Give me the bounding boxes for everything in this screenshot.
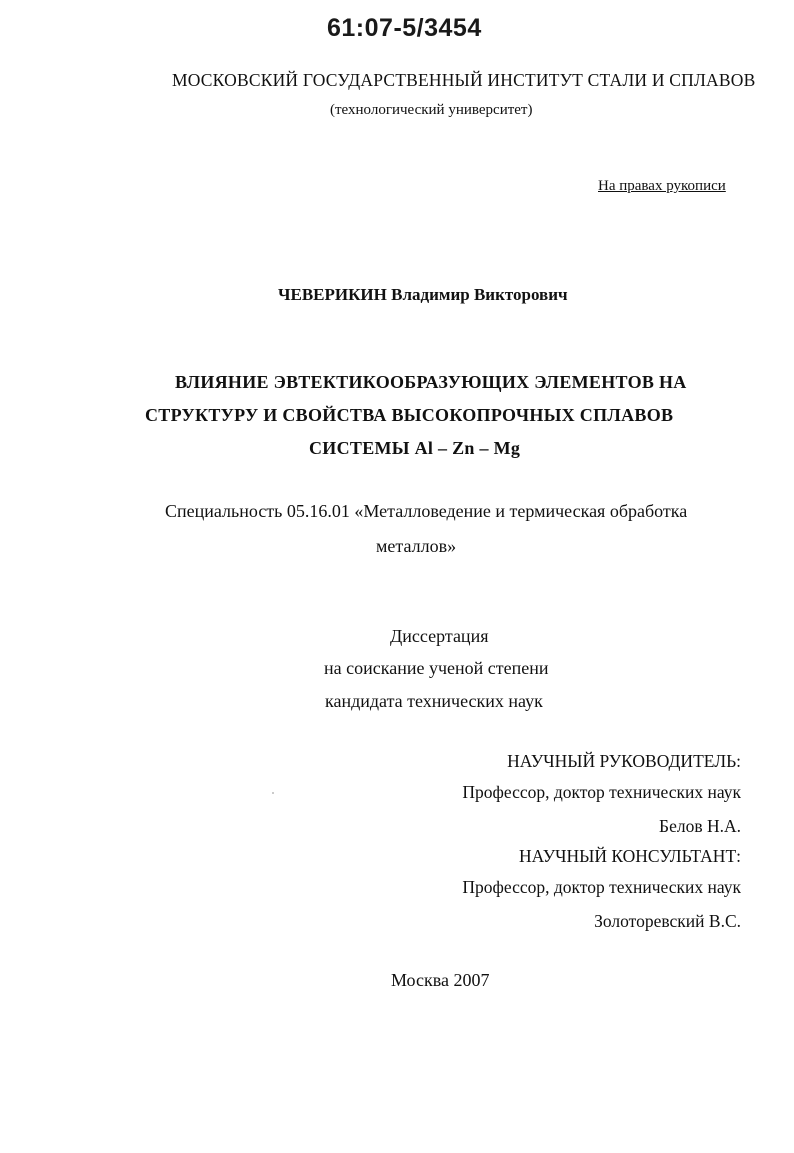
title-line-2: СТРУКТУРУ И СВОЙСТВА ВЫСОКОПРОЧНЫХ СПЛАВОВ: [145, 405, 674, 425]
specialty-line-2: металлов»: [376, 536, 457, 556]
degree-line-2: на соискание ученой степени: [324, 658, 549, 678]
author-name: ЧЕВЕРИКИН Владимир Викторович: [278, 285, 568, 304]
scan-speck: [272, 792, 274, 794]
archive-stamp: 61:07-5/3454: [327, 14, 482, 42]
supervisor-title: Профессор, доктор технических наук: [462, 782, 741, 802]
city-year: Москва 2007: [391, 970, 490, 990]
title-line-3: СИСТЕМЫ Al – Zn – Mg: [309, 438, 521, 458]
supervisor-name: Белов Н.А.: [659, 816, 741, 836]
supervisor-heading: НАУЧНЫЙ РУКОВОДИТЕЛЬ:: [507, 751, 741, 771]
consultant-heading: НАУЧНЫЙ КОНСУЛЬТАНТ:: [518, 846, 741, 866]
consultant-name: Золоторевский В.С.: [594, 911, 741, 931]
specialty-line-1: Специальность 05.16.01 «Металловедение и термическая обработка: [165, 501, 688, 521]
consultant-title: Профессор, доктор технических наук: [462, 877, 741, 897]
institution-name: МОСКОВСКИЙ ГОСУДАРСТВЕННЫЙ ИНСТИТУТ СТАЛИ И СПЛАВОВ: [172, 70, 756, 90]
manuscript-rights-note: На правах рукописи: [598, 178, 726, 194]
title-line-1: ВЛИЯНИЕ ЭВТЕКТИКООБРАЗУЮЩИХ ЭЛЕМЕНТОВ НА: [175, 372, 687, 392]
degree-line-1: Диссертация: [390, 626, 489, 646]
degree-line-3: кандидата технических наук: [325, 691, 543, 711]
institution-subtitle: (технологический университет): [330, 102, 533, 118]
